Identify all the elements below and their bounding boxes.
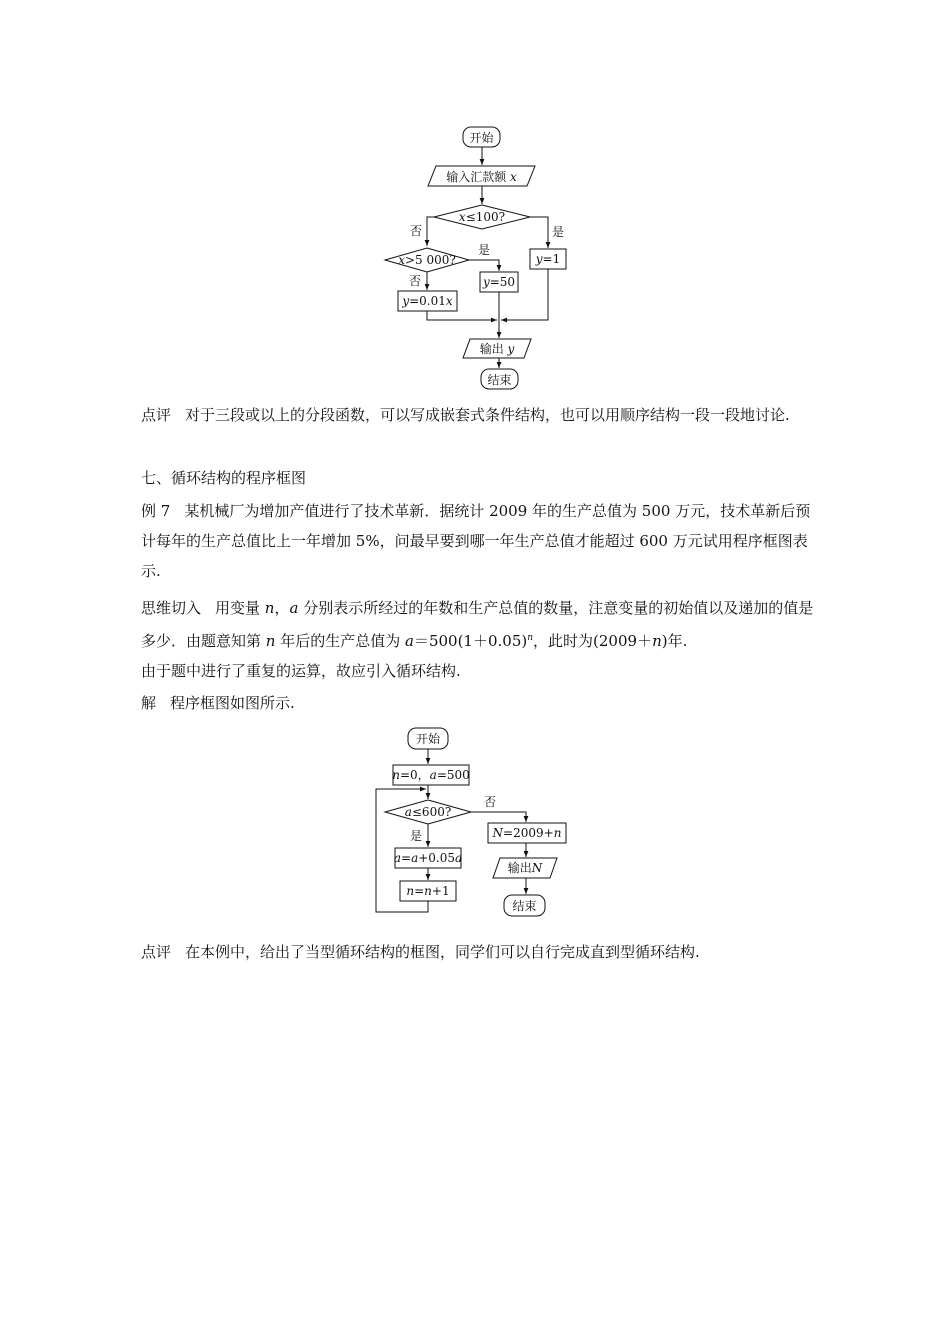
assign-a-node: [395, 848, 461, 868]
assign-a-label: a=a+0.05a: [393, 851, 463, 865]
comment-1: [141, 400, 821, 430]
yes-label-3: 是: [410, 829, 423, 843]
comment-1-lead: 点评: [141, 406, 172, 424]
yes-label-1: 是: [552, 225, 565, 239]
end-label: 结束: [487, 373, 512, 387]
assign-n-label: n=n+1: [406, 884, 450, 898]
example-lead: 例 7: [141, 502, 171, 520]
assign-y-50-label: y=50: [482, 275, 516, 289]
comment-2-lead: 点评: [141, 943, 172, 961]
example-7: [141, 496, 821, 586]
end-node-2: [504, 895, 545, 916]
start-label: 开始: [469, 131, 494, 145]
no-label-3: 否: [484, 795, 497, 809]
output-node-2: [493, 858, 557, 878]
solution-body: 程序框图如图所示.: [170, 694, 295, 712]
decision-a-le-600-label: a≤600?: [404, 805, 452, 819]
init-label: n=0，a=500: [392, 768, 470, 782]
decision-a-le-600: [385, 800, 471, 824]
solution: [141, 688, 821, 718]
comment-2-body: 在本例中，给出了当型循环结构的框图，同学们可以自行完成直到型循环结构.: [185, 943, 700, 961]
assign-n-node: [400, 881, 456, 901]
section-heading: 七、循环结构的程序框图: [141, 469, 307, 487]
comment-2: [141, 937, 821, 967]
thinking-lead: 思维切入: [141, 599, 202, 617]
init-node: [393, 765, 469, 785]
solution-lead: 解: [141, 694, 157, 712]
flowchart-piecewise: [0, 0, 950, 400]
result-node: [488, 823, 566, 843]
decision-x-gt-5000-label: x>5 000?: [398, 253, 456, 267]
assign-y-001x-label: y=0.01x: [402, 294, 453, 308]
yes-label-2: 是: [478, 243, 491, 257]
output-label: 输出 y: [479, 342, 515, 356]
start-label-2: 开始: [415, 732, 441, 746]
start-node-2: [408, 728, 448, 749]
end-label-2: 结束: [512, 899, 537, 913]
thinking: 思维切入 用变量 n，a 分别表示所经过的年数和生产总值的数量，注意变量的初始值以及递加的值是多少．由题意知第 n 年后的生产总值为 $a=500(1+0.05)^n$，此时为(2009＋n)年. 由于题中进行了重复的运算，故应引入循环结构.: [141, 599, 814, 680]
no-label-1: 否: [410, 224, 423, 238]
decision-x-le-100-label: x≤100?: [458, 210, 506, 224]
output-label-2: 输出N: [507, 861, 543, 875]
input-label: 输入汇款额 x: [446, 170, 517, 184]
result-label: N=2009+n: [492, 826, 562, 840]
example-body: 某机械厂为增加产值进行了技术革新．据统计 2009 年的生产总值为 500 万元，技术革新后预计每年的生产总值比上一年增加 5%，问最早要到哪一年生产总值才能超过 600 万元试用程序框图表示.: [141, 502, 811, 580]
assign-y-1-label: y=1: [535, 252, 561, 266]
no-label-2: 否: [409, 274, 422, 288]
comment-1-body: 对于三段或以上的分段函数，可以写成嵌套式条件结构，也可以用顺序结构一段一段地讨论.: [185, 406, 790, 424]
